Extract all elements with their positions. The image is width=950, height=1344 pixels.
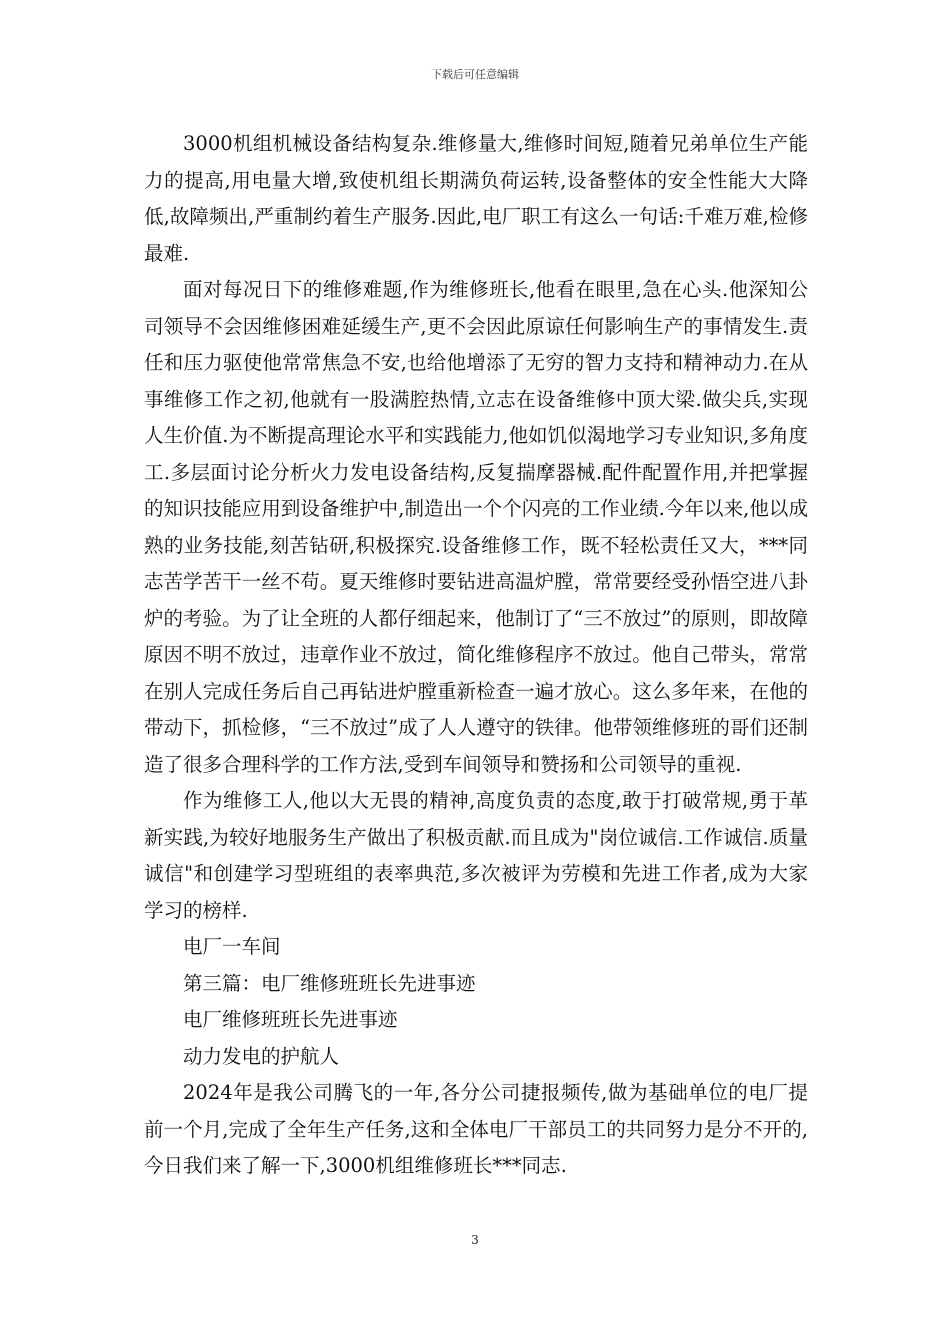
article-title: 电厂维修班班长先进事迹 [183, 1008, 398, 1031]
paragraph: 作为维修工人,他以大无畏的精神,高度负责的态度,敢于打破常规,勇于革新实践,为较好地服务生产做出了积极贡献.而且成为"岗位诚信.工作诚信.质量诚信"和创建学习型班组的表率典范,多次被评为劳模和先进工作者,成为大家学习的榜样. [144, 789, 808, 922]
page-number: 3 [471, 1233, 479, 1247]
page-header: 下载后可任意编辑 [431, 68, 519, 81]
paragraph: 面对每况日下的维修难题,作为维修班长,他看在眼里,急在心头.他深知公司领导不会因维修困难延缓生产,更不会因此原谅任何影响生产的事情发生.责任和压力驱使他常常焦急不安,也给他增添了无穷的智力支持和精神动力.在从事维修工作之初,他就有一股满腔热情,立志在设备维修中顶大梁.做尖兵,实现人生价值.为不断提高理论水平和实践能力,他如饥似渴地学习专业知识,多角度工.多层面讨论分析火力发电设备结构,反复揣摩器械.配件配置作用,并把掌握的知识技能应用到设备维护中,制造出一个个闪亮的工作业绩.今年以来,他以成熟的业务技能,刻苦钻研,积极探究.设备维修工作，既不轻松责任又大，***同志苦学苦干一丝不苟。夏天维修时要钻进高温炉膛，常常要经受孙悟空进八卦炉的考验。为了让全班的人都仔细起来，他制订了“三不放过”的原则，即故障原因不明不放过，违章作业不放过，简化维修程序不放过。他自己带头，常常在别人完成任务后自己再钻进炉膛重新检查一遍才放心。这么多年来，在他的带动下，抓检修，“三不放过”成了人人遵守的铁律。他带领维修班的哥们还制造了很多合理科学的工作方法,受到车间领导和赞扬和公司领导的重视. [144, 278, 808, 776]
paragraph: 3000机组机械设备结构复杂.维修量大,维修时间短,随着兄弟单位生产能力的提高,用电量大增,致使机组长期满负荷运转,设备整体的安全性能大大降低,故障频出,严重制约着生产服务.因此,电厂职工有这么一句话:千难万难,检修最难. [144, 132, 808, 265]
paragraph: 2024年是我公司腾飞的一年,各分公司捷报频传,做为基础单位的电厂提前一个月,完成了全年生产任务,这和全体电厂干部员工的共同努力是分不开的,今日我们来了解一下,3000机组维修班长***同志. [144, 1081, 808, 1177]
article-subtitle: 动力发电的护航人 [183, 1044, 340, 1068]
section-label: 电厂一车间 [183, 935, 281, 958]
section-heading: 第三篇：电厂维修班班长先进事迹 [183, 971, 476, 995]
document-body [144, 126, 808, 1185]
